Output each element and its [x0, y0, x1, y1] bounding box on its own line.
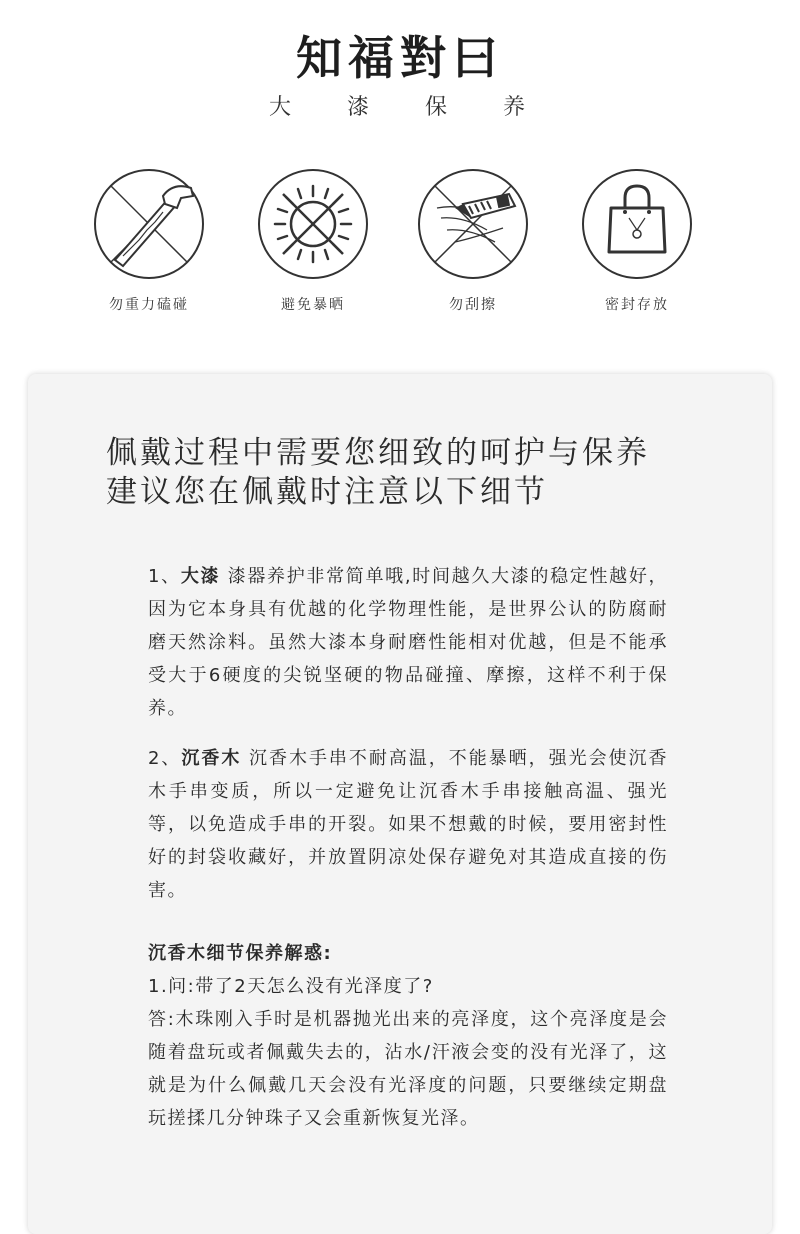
care-item-no-sun	[233, 168, 393, 314]
heading-line-2: 建议您在佩戴时注意以下细节	[106, 474, 548, 510]
faq-answer: 答:木珠刚入手时是机器抛光出来的亮泽度，这个亮泽度是会随着盘玩或者佩戴失去的，沾水/汗液会变的没有光泽了，这就是为什么佩戴几天会没有光泽度的问题，只要继续定期盘玩搓揉几分钟珠子又会重新恢复光泽。	[148, 1009, 668, 1129]
card-heading	[106, 434, 746, 512]
hammer-icon	[93, 168, 205, 280]
item-text: 沉香木手串不耐高温，不能暴晒，强光会使沉香木手串变质，所以一定避免让沉香木手串接触高温、强光等，以免造成手串的开裂。如果不想戴的时候，要用密封性好的封袋收藏好，并放置阴凉处保存避免对其造成直接的伤害。	[148, 748, 668, 901]
bag-icon	[581, 168, 693, 280]
item-title: 大漆	[180, 566, 221, 587]
care-card	[28, 374, 772, 1234]
item-title: 沉香木	[181, 748, 242, 769]
care-item-no-impact	[69, 168, 229, 314]
care-item-no-scratch	[393, 168, 553, 314]
item-number: 1、	[148, 566, 181, 587]
care-item-sealed-storage	[557, 168, 717, 314]
care-item-lacquer	[148, 560, 668, 725]
faq-question: 1.问:带了2天怎么没有光泽度了?	[148, 976, 434, 997]
item-text: 漆器养护非常简单哦,时间越久大漆的稳定性越好，因为它本身具有优越的化学物理性能，是世界公认的防腐耐磨天然涂料。虽然大漆本身耐磨性能相对优越，但是不能承受大于6硬度的尖锐坚硬的物品碰撞、摩擦，这样不利于保养。	[148, 566, 669, 719]
care-item-agarwood	[148, 742, 668, 907]
item-number: 2、	[148, 748, 182, 769]
sun-icon	[257, 168, 369, 280]
page-subtitle: 大漆保养	[268, 95, 581, 120]
knife-icon	[417, 168, 529, 280]
icon-label: 勿重力磕碰	[109, 297, 189, 313]
care-icons-row	[0, 168, 800, 328]
brand-title: 知福對曰	[296, 31, 504, 85]
faq-section	[148, 937, 668, 1135]
heading-line-1: 佩戴过程中需要您细致的呵护与保养	[106, 435, 650, 471]
icon-label: 密封存放	[605, 297, 669, 313]
icon-label: 勿刮擦	[449, 297, 497, 313]
icon-label: 避免暴晒	[281, 297, 345, 313]
faq-title: 沉香木细节保养解惑:	[148, 943, 333, 964]
